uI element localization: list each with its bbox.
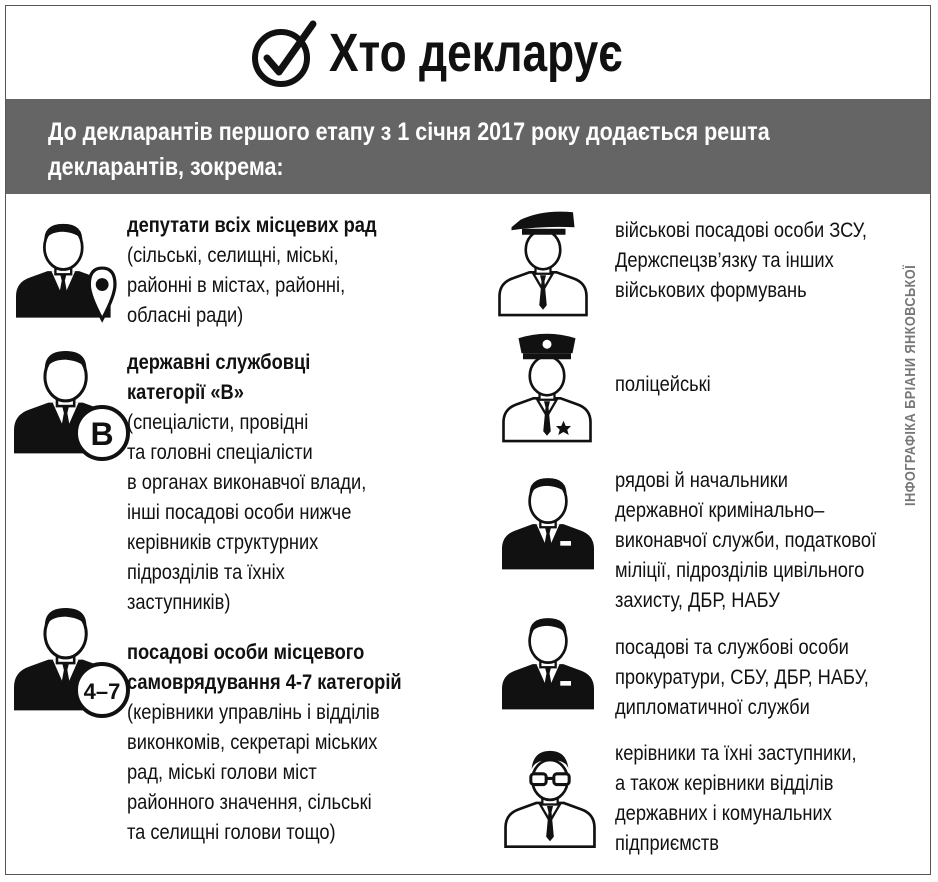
right-item-4-line: прокуратури, СБУ, ДБР, НАБУ, [615, 666, 869, 689]
right-item-1-line: Держспецзв’язку та інших [615, 249, 834, 272]
left-item-2-text [127, 348, 402, 618]
left-item-2-line: (спеціалісти, провідні [127, 411, 309, 434]
left-item-2-line: інші посадові особи нижче [127, 501, 352, 524]
left-item-3-line: виконкомів, секретарі міських [127, 731, 378, 754]
right-item-2-line: поліцейські [615, 373, 711, 396]
infographic-frame [5, 5, 931, 875]
right-item-2-text [615, 370, 725, 400]
left-item-2-line: в органах виконавчої влади, [127, 471, 367, 494]
enforcement-officer-icon [502, 464, 594, 579]
left-item-1-line: обласні ради) [127, 304, 244, 327]
left-item-3-line: районного значення, сільські [127, 791, 372, 814]
left-item-2-line: керівників структурних [127, 531, 319, 554]
left-item-1-line: (сільські, селищні, міські, [127, 244, 339, 267]
right-item-3-line: виконавчої служби, податкової [615, 529, 877, 552]
page-title: Хто декларує [328, 22, 623, 83]
left-item-3-bold-line: посадові особи місцевого [127, 641, 365, 664]
left-item-2-line: та головні спеціалісти [127, 441, 313, 464]
right-item-1-line: військові посадові особи ЗСУ, [615, 219, 867, 242]
left-item-3-bold-line: самоврядування 4-7 категорій [127, 671, 402, 694]
right-item-4-line: посадові та службові особи [615, 636, 849, 659]
left-item-2-line: заступників) [127, 591, 231, 614]
intro-banner [6, 99, 930, 194]
police-officer-icon [502, 328, 592, 446]
intro-text: До декларантів першого етапу з 1 січня 2017 року додається решта декларантів, зокрема: [48, 118, 770, 181]
infographic-credit [902, 222, 919, 506]
right-item-5-text [615, 739, 893, 859]
left-item-3-text [127, 638, 443, 848]
category-range-badge: 4–7 [83, 679, 121, 704]
left-item-1-line: районні в містах, районні, [127, 274, 346, 297]
category-b-badge: В [90, 416, 114, 452]
manager-person-icon [504, 734, 596, 852]
right-item-1-text [615, 216, 905, 306]
prosecutor-officer-icon [502, 604, 594, 719]
right-item-5-line: керівники та їхні заступники, [615, 742, 857, 765]
local-official-person-icon [14, 596, 134, 721]
left-item-3-line: (керівники управлінь і відділів [127, 701, 380, 724]
right-item-5-line: державних і комунальних [615, 802, 832, 825]
left-item-1-bold-line: депутати всіх місцевих рад [127, 214, 377, 237]
right-item-1-line: військових формувань [615, 279, 807, 302]
left-item-1-text [127, 211, 414, 331]
right-item-4-line: дипломатичної служби [615, 696, 810, 719]
right-item-3-line: захисту, ДБР, НАБУ [615, 589, 780, 612]
right-item-5-line: а також керівники відділів [615, 772, 834, 795]
credit-text: ІНФОГРАФІКА БРІАНИ ЯНКОВСЬКОЇ [902, 264, 919, 506]
right-item-3-line: міліції, підрозділів цивільного [615, 559, 865, 582]
left-item-2-bold-line: державні службовці [127, 351, 311, 374]
right-item-3-line: державної кримінально– [615, 499, 825, 522]
left-item-2-bold-line: категорії «В» [127, 381, 244, 404]
civil-servant-person-icon [14, 339, 134, 464]
deputy-person-icon [16, 206, 126, 331]
military-officer-icon [498, 201, 588, 321]
right-item-4-text [615, 633, 907, 723]
left-item-3-line: та селищні голови тощо) [127, 821, 336, 844]
left-item-2-line: підрозділів та їхніх [127, 561, 285, 584]
left-item-3-line: рад, міські голови міст [127, 761, 317, 784]
title-bar [6, 6, 930, 99]
checkmark-icon [249, 18, 319, 88]
right-item-3-line: рядові й начальники [615, 469, 788, 492]
right-item-5-line: підприємств [615, 832, 719, 855]
right-item-3-text [615, 466, 915, 616]
